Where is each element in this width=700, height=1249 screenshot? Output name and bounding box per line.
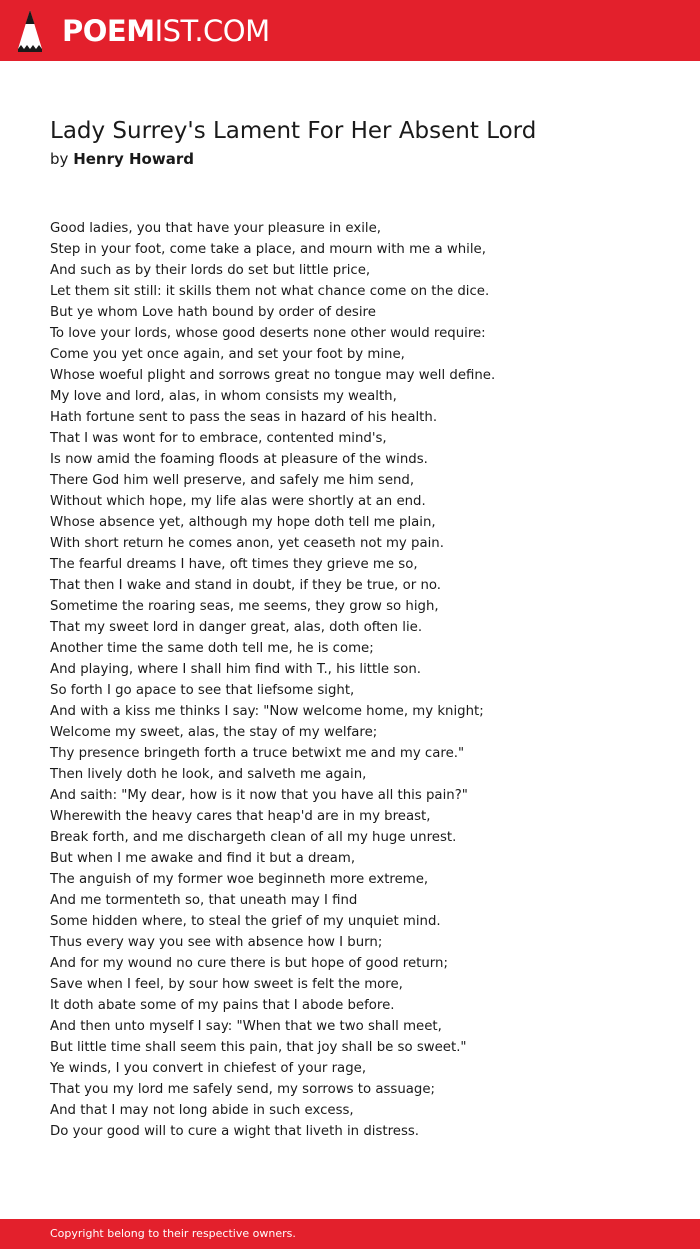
poem-line: Is now amid the foaming floods at pleasure of the winds. — [50, 452, 428, 467]
poem-line: Thus every way you see with absence how I burn; — [50, 935, 383, 950]
poem-line: Whose absence yet, although my hope doth tell me plain, — [50, 515, 436, 530]
pencil-icon[interactable] — [17, 9, 43, 53]
poem-line: Wherewith the heavy cares that heap'd are in my breast, — [50, 809, 431, 824]
poem-line: That my sweet lord in danger great, alas, doth often lie. — [50, 620, 423, 635]
poem-line: And that I may not long abide in such excess, — [50, 1103, 354, 1118]
poem-line: It doth abate some of my pains that I abode before. — [50, 998, 395, 1013]
poem-line: To love your lords, whose good deserts none other would require: — [50, 326, 486, 341]
poem-line: And with a kiss me thinks I say: "Now welcome home, my knight; — [50, 704, 484, 719]
copyright-text: Copyright belong to their respective owners. — [50, 1227, 296, 1240]
poem-line: Do your good will to cure a wight that liveth in distress. — [50, 1124, 420, 1139]
brand-bold: POEM — [62, 14, 155, 48]
poem-line: So forth I go apace to see that liefsome sight, — [50, 683, 355, 698]
poem-line: The fearful dreams I have, oft times they grieve me so, — [50, 557, 418, 572]
poem-line: Good ladies, you that have your pleasure in exile, — [50, 221, 382, 236]
by-label: by — [50, 150, 69, 168]
poem-line: Welcome my sweet, alas, the stay of my welfare; — [50, 725, 378, 740]
poem-line: That I was wont for to embrace, contented mind's, — [50, 431, 387, 446]
byline — [50, 149, 194, 169]
poem-line: My love and lord, alas, in whom consists my wealth, — [50, 389, 397, 404]
poem-line: But ye whom Love hath bound by order of desire — [50, 305, 376, 320]
poem-line: But little time shall seem this pain, that joy shall be so sweet." — [50, 1040, 467, 1055]
poem-body — [50, 218, 495, 1142]
poem-line: Let them sit still: it skills them not what chance come on the dice. — [50, 284, 490, 299]
poem-line: And for my wound no cure there is but hope of good return; — [50, 956, 448, 971]
poem-line: That you my lord me safely send, my sorrows to assuage; — [50, 1082, 436, 1097]
poem-line: Sometime the roaring seas, me seems, they grow so high, — [50, 599, 439, 614]
poem-line: And saith: "My dear, how is it now that you have all this pain?" — [50, 788, 468, 803]
poem-line: And me tormenteth so, that uneath may I find — [50, 893, 358, 908]
poem-title: Lady Surrey's Lament For Her Absent Lord — [50, 118, 537, 144]
poem-line: And playing, where I shall him find with T., his little son. — [50, 662, 422, 677]
site-header — [0, 0, 700, 61]
poem-line: But when I me awake and find it but a dream, — [50, 851, 356, 866]
poem-line: Ye winds, I you convert in chiefest of your rage, — [50, 1061, 367, 1076]
poem-line: Hath fortune sent to pass the seas in hazard of his health. — [50, 410, 438, 425]
poem-line: Whose woeful plight and sorrows great no tongue may well define. — [50, 368, 496, 383]
site-logo-text[interactable] — [62, 14, 270, 48]
poem-line: Without which hope, my life alas were shortly at an end. — [50, 494, 426, 509]
poem-line: Then lively doth he look, and salveth me again, — [50, 767, 367, 782]
poem-line: Thy presence bringeth forth a truce betwixt me and my care." — [50, 746, 465, 761]
poem-line: And then unto myself I say: "When that we two shall meet, — [50, 1019, 442, 1034]
poem-line: Another time the same doth tell me, he is come; — [50, 641, 374, 656]
poem-line: And such as by their lords do set but little price, — [50, 263, 371, 278]
site-footer — [0, 1219, 700, 1249]
poem-line: Step in your foot, come take a place, and mourn with me a while, — [50, 242, 486, 257]
poem-line: The anguish of my former woe beginneth more extreme, — [50, 872, 429, 887]
poem-line: With short return he comes anon, yet ceaseth not my pain. — [50, 536, 444, 551]
poem-line: Save when I feel, by sour how sweet is felt the more, — [50, 977, 403, 992]
author-name: Henry Howard — [73, 150, 194, 168]
brand-light: IST.COM — [154, 14, 270, 48]
poem-line: Come you yet once again, and set your foot by mine, — [50, 347, 405, 362]
poem-line: There God him well preserve, and safely me him send, — [50, 473, 415, 488]
poem-line: That then I wake and stand in doubt, if they be true, or no. — [50, 578, 441, 593]
poem-line: Some hidden where, to steal the grief of my unquiet mind. — [50, 914, 441, 929]
poem-line: Break forth, and me dischargeth clean of all my huge unrest. — [50, 830, 457, 845]
